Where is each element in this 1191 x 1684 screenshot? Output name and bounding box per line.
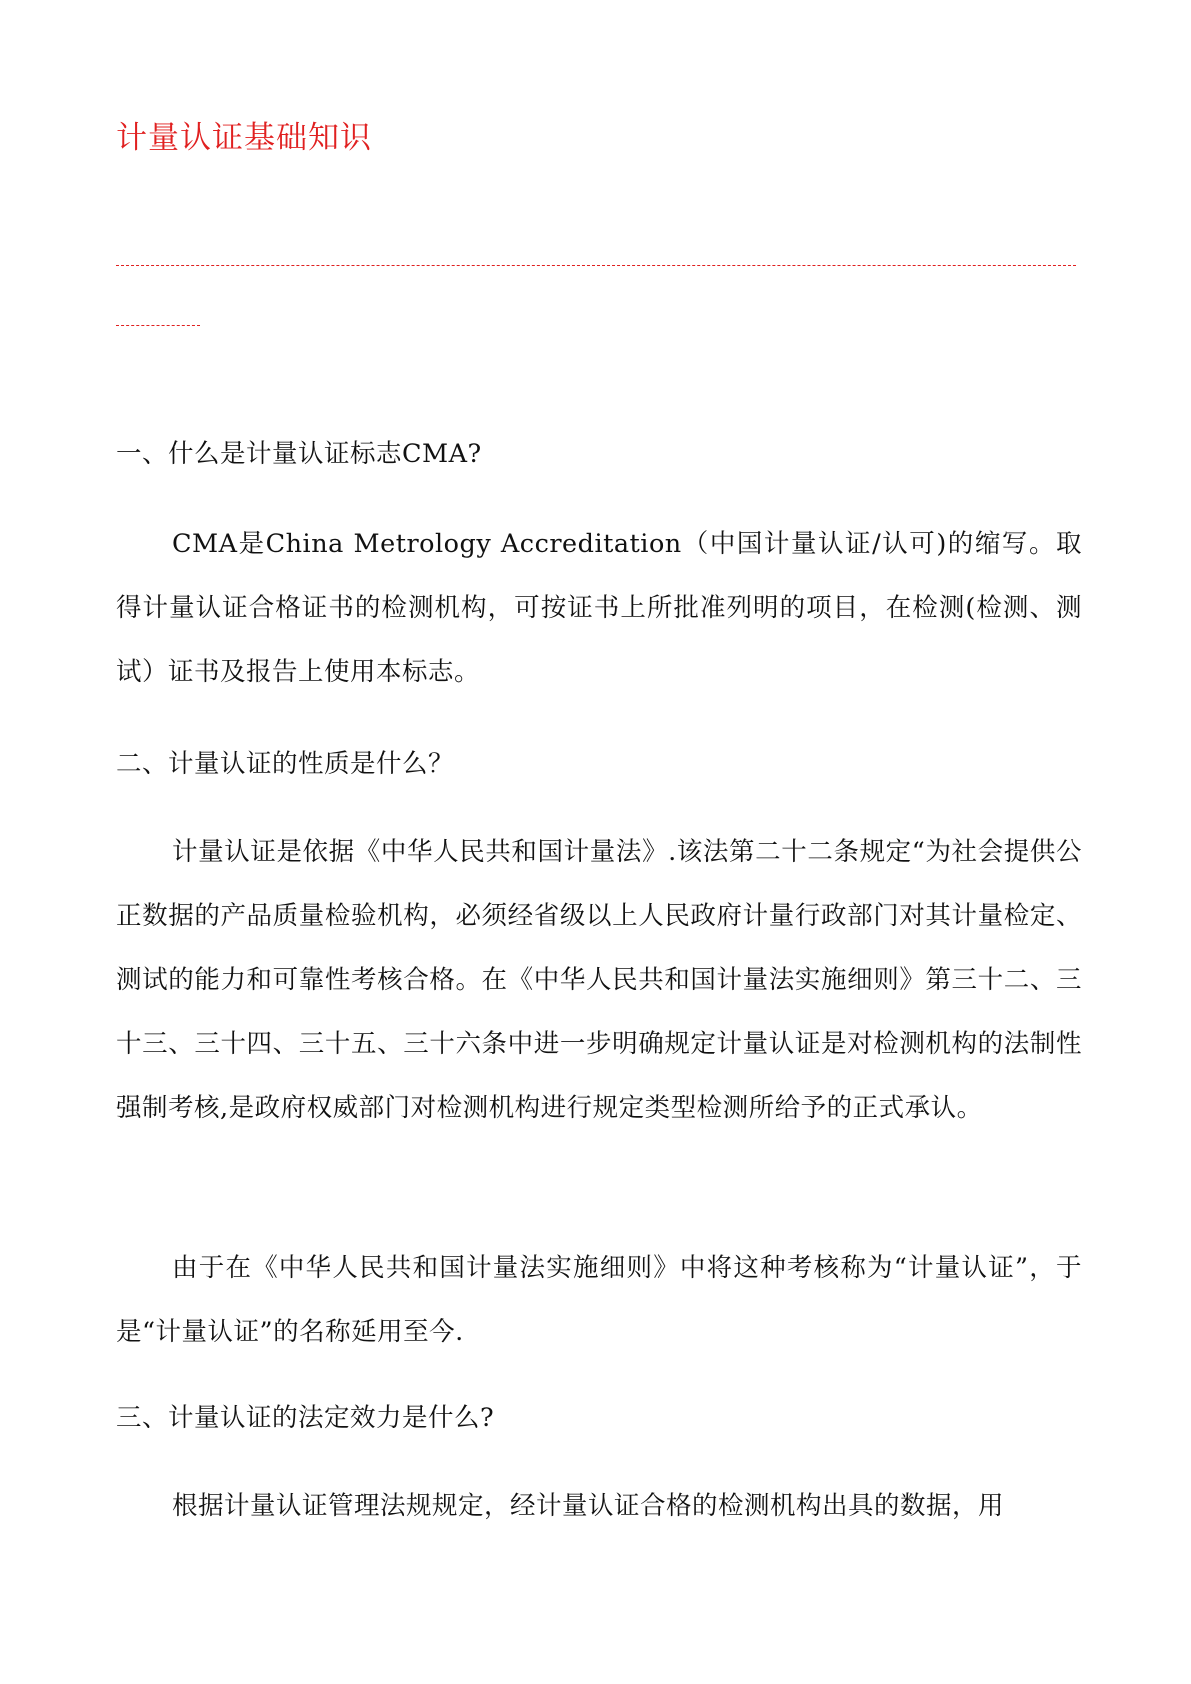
section-1-paragraph-1: CMA是China Metrology Accreditation（中国计量认证/认可)的缩写。取得计量认证合格证书的检测机构，可按证书上所批准列明的项目，在检测(检测、测试）证书及报告上使用本标志。 — [116, 529, 1082, 687]
section-3-heading: 三、计量认证的法定效力是什么? — [116, 1403, 495, 1433]
section-1-heading: 一、什么是计量认证标志CMA? — [116, 439, 482, 469]
title-divider-line-continuation — [116, 325, 200, 326]
section-2-paragraph-1: 计量认证是依据《中华人民共和国计量法》.该法第二十二条规定“为社会提供公正数据的产品质量检验机构，必须经省级以上人民政府计量行政部门对其计量检定、测试的能力和可靠性考核合格。在《中华人民共和国计量法实施细则》第三十二、三十三、三十四、三十五、三十六条中进一步明确规定计量认证是对检测机构的法制性强制考核,是政府权威部门对检测机构进行规定类型检测所给予的正式承认。 — [116, 837, 1082, 1123]
section-2-heading: 二、计量认证的性质是什么？ — [116, 749, 455, 779]
section-3-paragraph-1: 根据计量认证管理法规规定，经计量认证合格的检测机构出具的数据，用 — [172, 1491, 1005, 1521]
title-divider-line — [116, 265, 1076, 266]
document-title: 计量认证基础知识 — [116, 120, 372, 156]
section-2-paragraph-2: 由于在《中华人民共和国计量法实施细则》中将这种考核称为“计量认证”，于是“计量认证”的名称延用至今. — [116, 1253, 1082, 1347]
